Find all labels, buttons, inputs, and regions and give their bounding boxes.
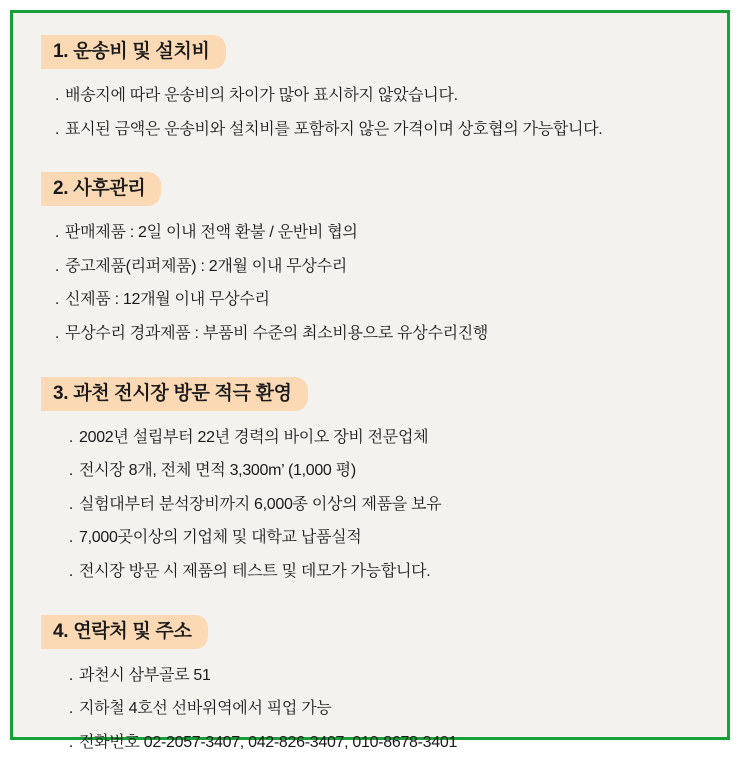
bullet-dot-icon: . <box>68 529 74 547</box>
list-item <box>63 659 709 693</box>
list-item <box>49 250 709 284</box>
list-item-text: 판매제품 : 2일 이내 전액 환불 / 운반비 협의 <box>65 224 358 242</box>
bullet-dot-icon: . <box>68 428 74 446</box>
bullet-dot-icon: . <box>54 224 60 242</box>
bullet-list <box>63 659 709 759</box>
bullet-dot-icon: . <box>54 324 60 342</box>
bullet-dot-icon: . <box>68 495 74 513</box>
list-item <box>63 555 709 589</box>
bullet-dot-icon: . <box>54 291 60 309</box>
list-item-text: 신제품 : 12개월 이내 무상수리 <box>65 291 270 309</box>
list-item <box>63 488 709 522</box>
list-item-text: 배송지에 따라 운송비의 차이가 많아 표시하지 않았습니다. <box>65 87 458 104</box>
list-item <box>63 454 709 488</box>
list-item-text: 실험대부터 분석장비까지 6,000종 이상의 제품을 보유 <box>79 495 442 513</box>
list-item-text: 전시장 방문 시 제품의 테스트 및 데모가 가능합니다. <box>79 562 431 580</box>
section-contact-address <box>31 615 709 759</box>
list-item <box>49 79 709 113</box>
list-item-text: 전화번호 02-2057-3407, 042-826-3407, 010-8678-3401 <box>79 733 458 751</box>
section-after-service <box>31 172 709 350</box>
bullet-list <box>63 421 709 589</box>
list-item-text: 무상수리 경과제품 : 부품비 수준의 최소비용으로 유상수리진행 <box>65 324 489 342</box>
list-item-text: 표시된 금액은 운송비와 설치비를 포함하지 않은 가격이며 상호협의 가능합니다. <box>65 120 603 138</box>
bullet-dot-icon: . <box>54 120 60 138</box>
list-item-text: 전시장 8개, 전체 면적 3,300m’ (1,000 평) <box>79 462 356 480</box>
bullet-dot-icon: . <box>54 257 60 275</box>
list-item <box>63 692 709 726</box>
content-frame <box>10 10 730 751</box>
list-item-text: 7,000곳이상의 기업체 및 대학교 납품실적 <box>79 529 362 547</box>
list-item <box>49 216 709 250</box>
section-heading: 1. 운송비 및 설치비 <box>41 35 226 69</box>
bullet-dot-icon: . <box>68 733 74 751</box>
bullet-dot-icon: . <box>54 87 60 104</box>
bullet-dot-icon: . <box>68 462 74 480</box>
bullet-dot-icon: . <box>68 562 74 580</box>
list-item <box>49 317 709 351</box>
section-heading: 2. 사후관리 <box>41 172 161 206</box>
list-item-text: 과천시 삼부골로 51 <box>79 666 211 684</box>
list-item <box>49 113 709 147</box>
bullet-list <box>49 216 709 350</box>
section-showroom-visit <box>31 377 709 589</box>
list-item <box>63 421 709 455</box>
list-item <box>63 521 709 555</box>
bullet-dot-icon: . <box>68 666 74 684</box>
list-item-text: 2002년 설립부터 22년 경력의 바이오 장비 전문업체 <box>79 428 429 446</box>
list-item <box>63 726 709 759</box>
list-item-text: 지하철 4호선 선바위역에서 픽업 가능 <box>79 700 332 718</box>
list-item-text: 중고제품(리퍼제품) : 2개월 이내 무상수리 <box>65 257 347 275</box>
section-shipping-installation <box>31 35 709 146</box>
section-heading: 3. 과천 전시장 방문 적극 환영 <box>41 377 308 411</box>
bullet-dot-icon: . <box>68 700 74 718</box>
list-item <box>49 283 709 317</box>
section-heading: 4. 연락처 및 주소 <box>41 615 208 649</box>
bullet-list <box>49 79 709 146</box>
